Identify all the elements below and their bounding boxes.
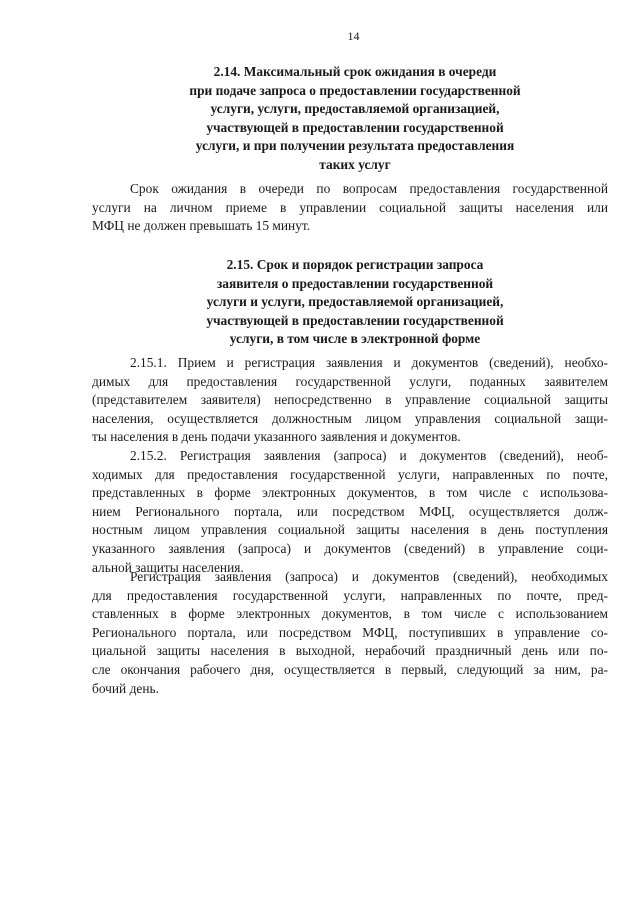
paragraph-2-15-1 [92,354,608,447]
paragraph-line: Регистрация заявления (запроса) и документов (сведений), необходимых [130,569,608,584]
registration-paragraph [92,568,608,698]
paragraph-line: димых для предоставления государственной услуги, поданных заявителем [92,373,608,389]
heading-line: услуги, в том числе в электронной форме [229,331,481,347]
paragraph-line: ставленных в форме электронных документов, в том числе с использованием [92,606,608,622]
heading-line: услуги и услуги, предоставляемой организацией, [206,294,504,310]
paragraph-line: бочий день. [92,680,159,696]
paragraph-line: альной защиты населения. [92,559,244,575]
paragraph-line: услуги на личном приеме в управлении социальной защиты населения или [92,199,608,215]
paragraph-line: указанного заявления (запроса) и документов (сведений) в управление соци- [92,540,608,556]
paragraph-line: для предоставления государственной услуги, направленных по почте, пред- [92,587,608,603]
paragraph-2-15-2 [92,447,608,577]
heading-line: 2.14. Максимальный срок ожидания в очереди [213,64,497,79]
heading-line: участвующей в предоставлении государственной [206,119,504,135]
paragraph-line: представленных в форме электронных документов, в том числе с использова- [92,485,608,501]
paragraph-line: Регионального портала, или посредством МФЦ, поступивших в управление со- [92,624,608,640]
heading-line: заявителя о предоставлении государственной [216,275,494,291]
paragraph-line: (представителем заявителя) непосредственно в управление социальной защиты [92,392,608,408]
heading-line: при подаче запроса о предоставлении государственной [189,82,521,98]
heading-line: таких услуг [319,156,391,172]
section-2-14-heading [120,63,590,175]
page-number: 14 [347,29,360,43]
paragraph-line: циальной защиты населения в выходной, нерабочий праздничный день или по- [92,643,608,659]
heading-line: услуги, услуги, предоставляемой организацией, [210,101,500,117]
paragraph-line: нием Регионального портала, или посредством МФЦ, осуществляется долж- [92,503,608,519]
waiting-time-paragraph [92,180,608,236]
heading-line: участвующей в предоставлении государственной [206,312,504,328]
paragraph-line: ходимых для предоставления государственной услуги, направленных по почте, [92,466,608,482]
paragraph-line: Срок ожидания в очереди по вопросам предоставления государственной [130,181,608,196]
paragraph-line: МФЦ не должен превышать 15 минут. [92,218,311,234]
heading-line: услуги, и при получении результата предоставления [195,138,515,154]
section-2-15-heading [120,256,590,349]
paragraph-line: 2.15.2. Регистрация заявления (запроса) и документов (сведений), необ- [130,448,608,463]
heading-line: 2.15. Срок и порядок регистрации запроса [226,257,484,272]
paragraph-line: ты населения в день подачи указанного заявления и документов. [92,429,461,445]
paragraph-line: населения, осуществляется должностным лицом управления социальной защи- [92,410,608,426]
paragraph-line: сле окончания рабочего дня, осуществляется в первый, следующий за ним, ра- [92,661,608,677]
paragraph-line: 2.15.1. Прием и регистрация заявления и документов (сведений), необхо- [130,355,608,370]
paragraph-line: ностным лицом управления социальной защиты населения в день поступления [92,522,608,538]
